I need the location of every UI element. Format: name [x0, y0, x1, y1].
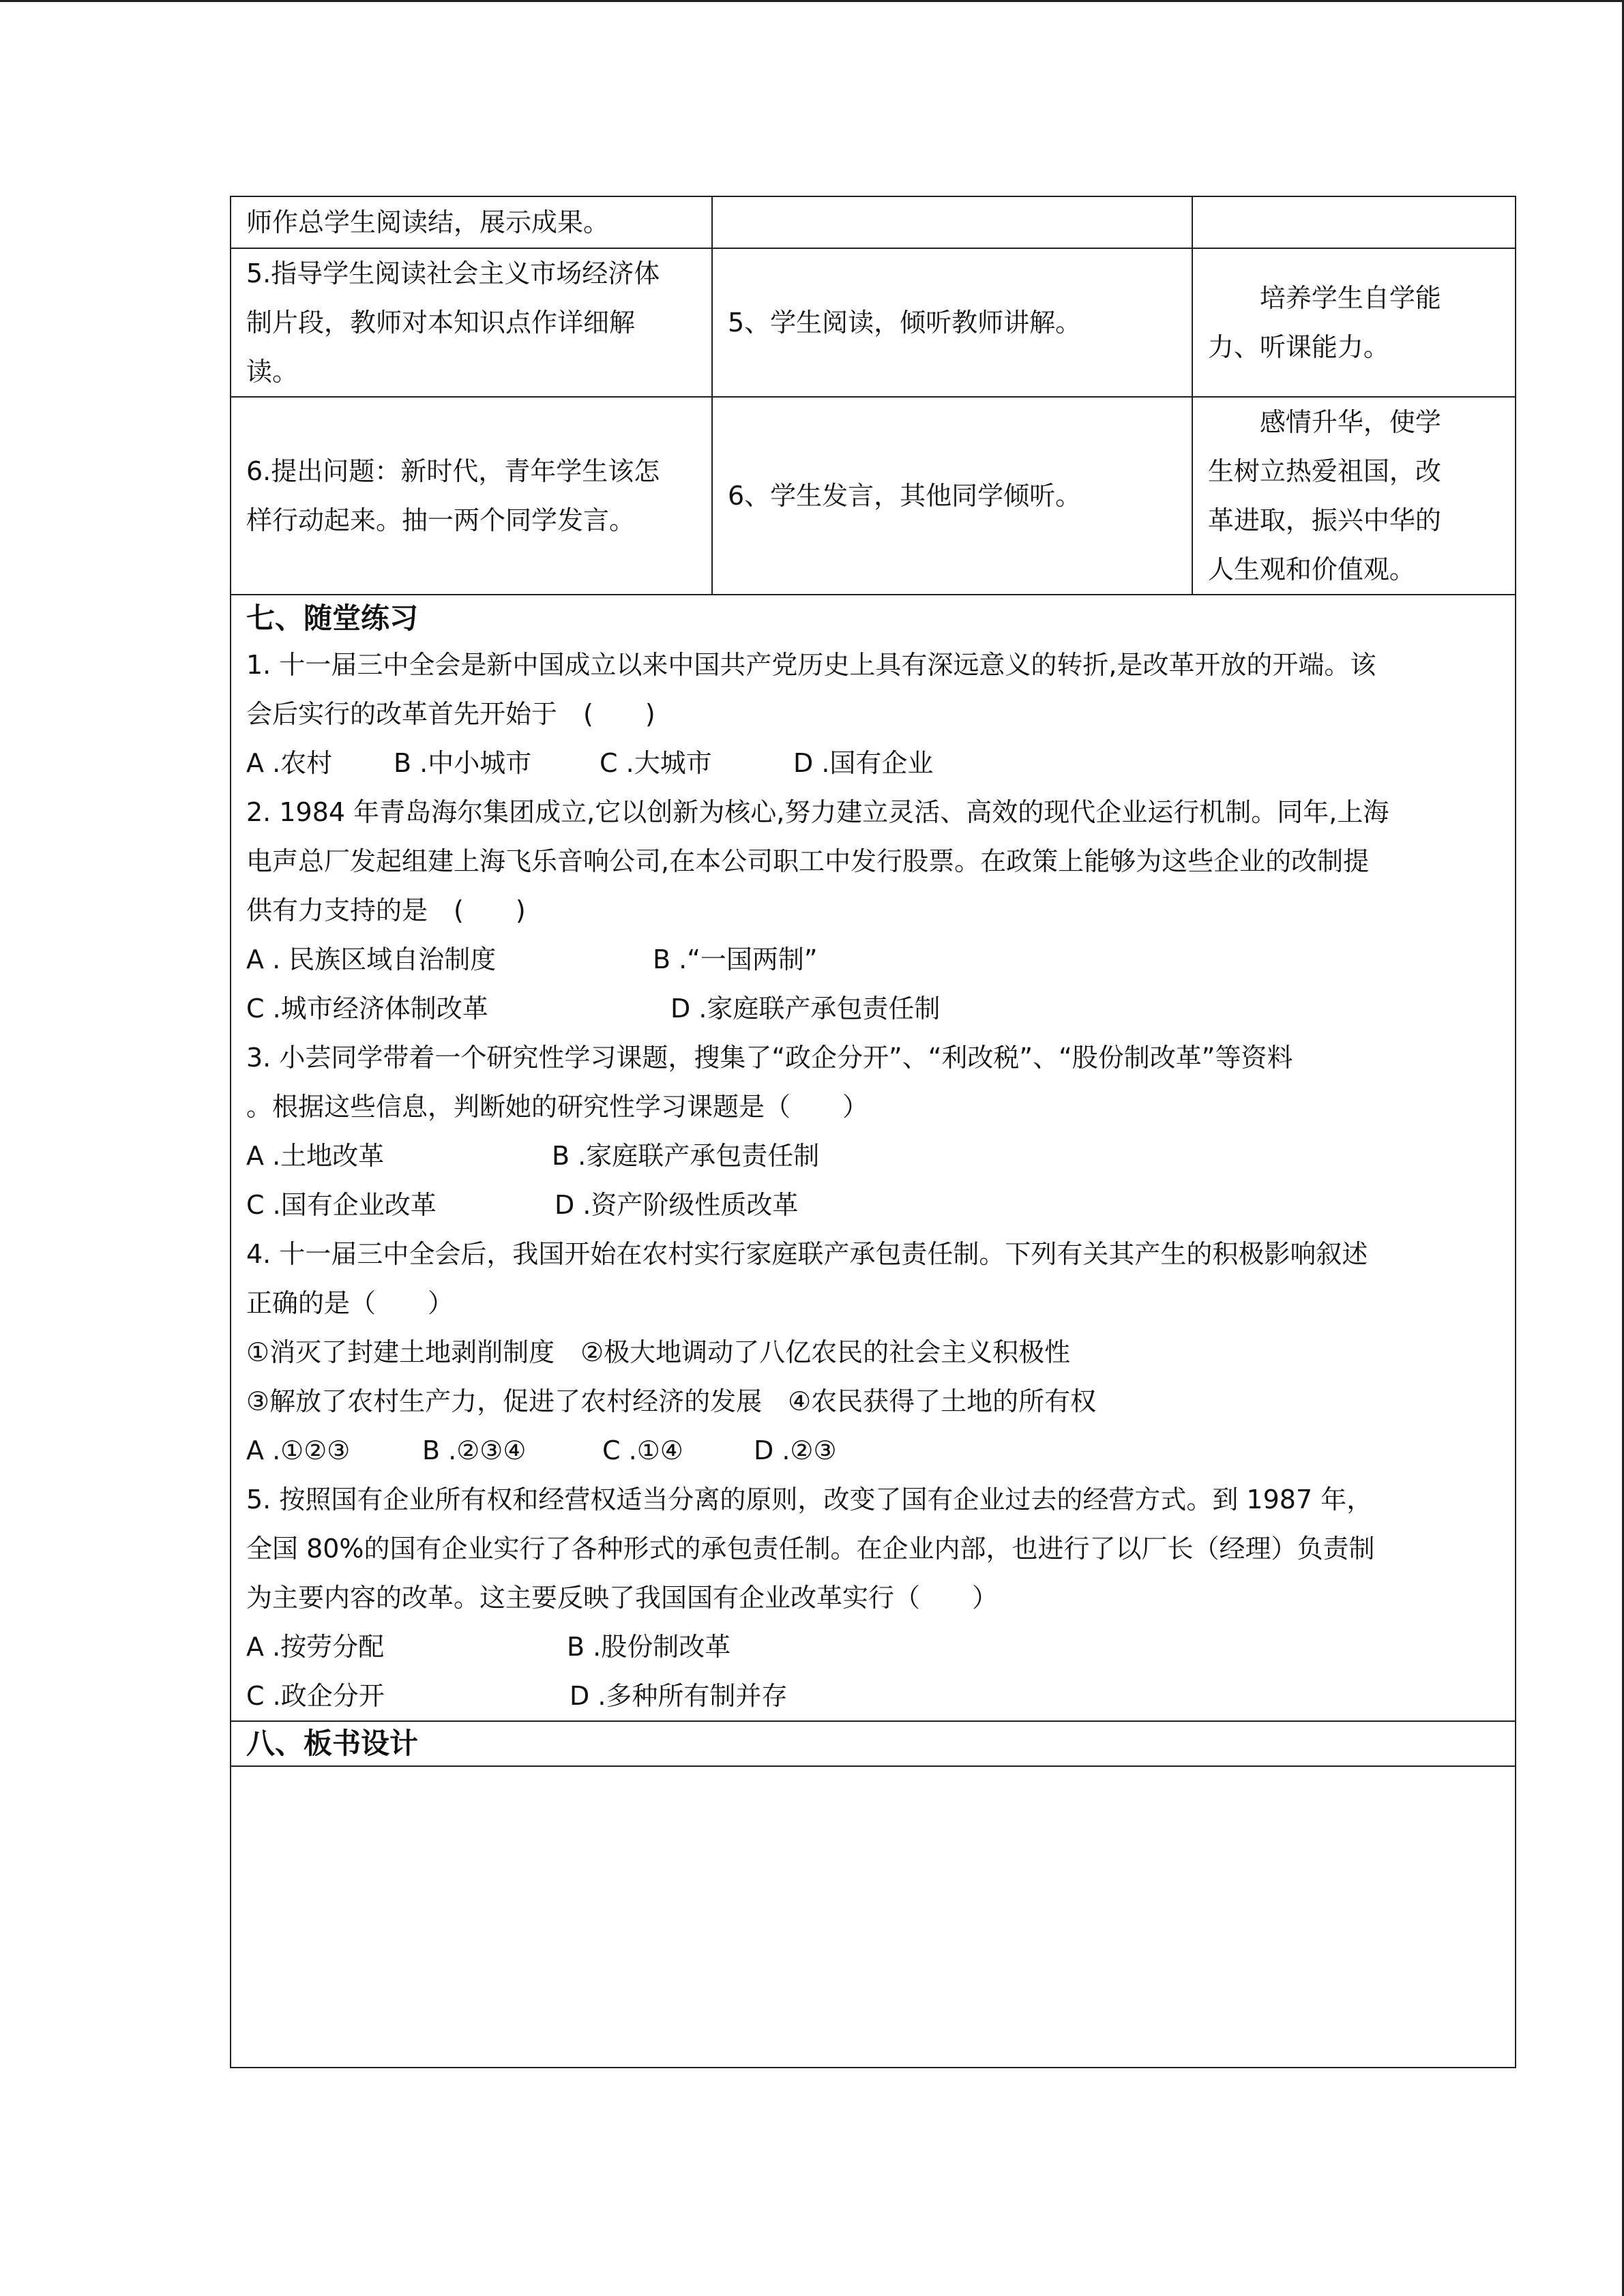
option: D .多种所有制并存 — [570, 1681, 788, 1711]
option: D .资产阶级性质改革 — [555, 1190, 799, 1220]
practice-title: 七、随堂练习 — [246, 601, 419, 635]
option: C .大城市 — [600, 748, 712, 778]
option: B .②③④ — [422, 1435, 527, 1465]
page-top-border — [0, 0, 1624, 2]
option: A .按劳分配 — [246, 1632, 385, 1662]
design-intent-cell — [1192, 196, 1516, 248]
table-row — [231, 196, 1516, 248]
practice-section — [231, 595, 1516, 1721]
options-row — [246, 1622, 1500, 1671]
teacher-activity-cell: 5.指导学生阅读社会主义市场经济体 制片段，教师对本知识点作详细解 读。 — [231, 248, 712, 397]
option: D .国有企业 — [793, 748, 934, 778]
options-row — [246, 739, 1500, 788]
board-design-header-row — [231, 1721, 1516, 1766]
student-activity-cell: 6、学生发言，其他同学倾听。 — [712, 397, 1192, 595]
design-intent-cell: 感情升华，使学 生树立热爱祖国，改 革进取，振兴中华的 人生观和价值观。 — [1192, 397, 1516, 595]
option: C .国有企业改革 — [246, 1190, 437, 1220]
options-row — [246, 1180, 1500, 1229]
board-design-row — [231, 1766, 1516, 2068]
student-activity-cell: 5、学生阅读，倾听教师讲解。 — [712, 248, 1192, 397]
practice-section-row — [231, 595, 1516, 1721]
board-design-title: 八、板书设计 — [246, 1727, 419, 1760]
option: A .土地改革 — [246, 1141, 385, 1171]
option: A .①②③ — [246, 1435, 351, 1465]
option: B .中小城市 — [394, 748, 532, 778]
table-row — [231, 397, 1516, 595]
option: D .家庭联产承包责任制 — [670, 994, 941, 1024]
teacher-activity-cell: 师作总学生阅读结，展示成果。 — [231, 196, 712, 248]
option: A . 民族区域自治制度 — [246, 944, 497, 974]
board-design-header — [231, 1721, 1516, 1766]
option: A .农村 — [246, 748, 333, 778]
options-row — [246, 935, 1500, 984]
board-design-area — [231, 1766, 1516, 2068]
option: B .家庭联产承包责任制 — [552, 1141, 820, 1171]
lesson-plan-table — [230, 196, 1516, 2068]
options-row — [246, 1131, 1500, 1180]
question-5: 5. 按照国有企业所有权和经营权适当分离的原则，改变了国有企业过去的经营方式。到 1987 年， 全国 80%的国有企业实行了各种形式的承包责任制。在企业内部，也进行了以厂长（经理）负责制 为主要内容的改革。这主要反映了我国国有企业改革实行（ ） A .按劳分配 B .股份制改革 C .政企分开 D .多种所有制并存 — [246, 1475, 1500, 1720]
question-3: 3. 小芸同学带着一个研究性学习课题，搜集了“政企分开”、“利改税”、“股份制改革”等资料 。根据这些信息，判断她的研究性学习课题是（ ） A .土地改革 B .家庭联产承包责任制 C .国有企业改革 D .资产阶级性质改革 — [246, 1033, 1500, 1229]
table-row — [231, 248, 1516, 397]
student-activity-cell — [712, 196, 1192, 248]
options-row — [246, 1426, 1500, 1475]
teacher-activity-cell: 6.提出问题：新时代，青年学生该怎 样行动起来。抽一两个同学发言。 — [231, 397, 712, 595]
question-1: 1. 十一届三中全会是新中国成立以来中国共产党历史上具有深远意义的转折,是改革开放的开端。该 会后实行的改革首先开始于 ( ) A .农村 B .中小城市 C .大城市 D .国有企业 — [246, 640, 1500, 788]
option: C .城市经济体制改革 — [246, 994, 488, 1024]
option: D .②③ — [754, 1435, 837, 1465]
question-4: 4. 十一届三中全会后，我国开始在农村实行家庭联产承包责任制。下列有关其产生的积极影响叙述 正确的是（ ） ①消灭了封建土地剥削制度 ②极大地调动了八亿农民的社会主义积极性 ③解放了农村生产力，促进了农村经济的发展 ④农民获得了土地的所有权 A .①②③ B .②③④ C .①④ D .②③ — [246, 1229, 1500, 1475]
option: B .“一国两制” — [653, 944, 818, 974]
option: C .①④ — [602, 1435, 683, 1465]
question-2: 2. 1984 年青岛海尔集团成立,它以创新为核心,努力建立灵活、高效的现代企业运行机制。同年,上海 电声总厂发起组建上海飞乐音响公司,在本公司职工中发行股票。在政策上能够为这些企业的改制提 供有力支持的是 ( ) A . 民族区域自治制度 B .“一国两制” C .城市经济体制改革 D .家庭联产承包责任制 — [246, 788, 1500, 1033]
option: B .股份制改革 — [567, 1632, 731, 1662]
options-row — [246, 1671, 1500, 1720]
design-intent-cell: 培养学生自学能 力、听课能力。 — [1192, 248, 1516, 397]
option: C .政企分开 — [246, 1681, 385, 1711]
options-row — [246, 984, 1500, 1033]
